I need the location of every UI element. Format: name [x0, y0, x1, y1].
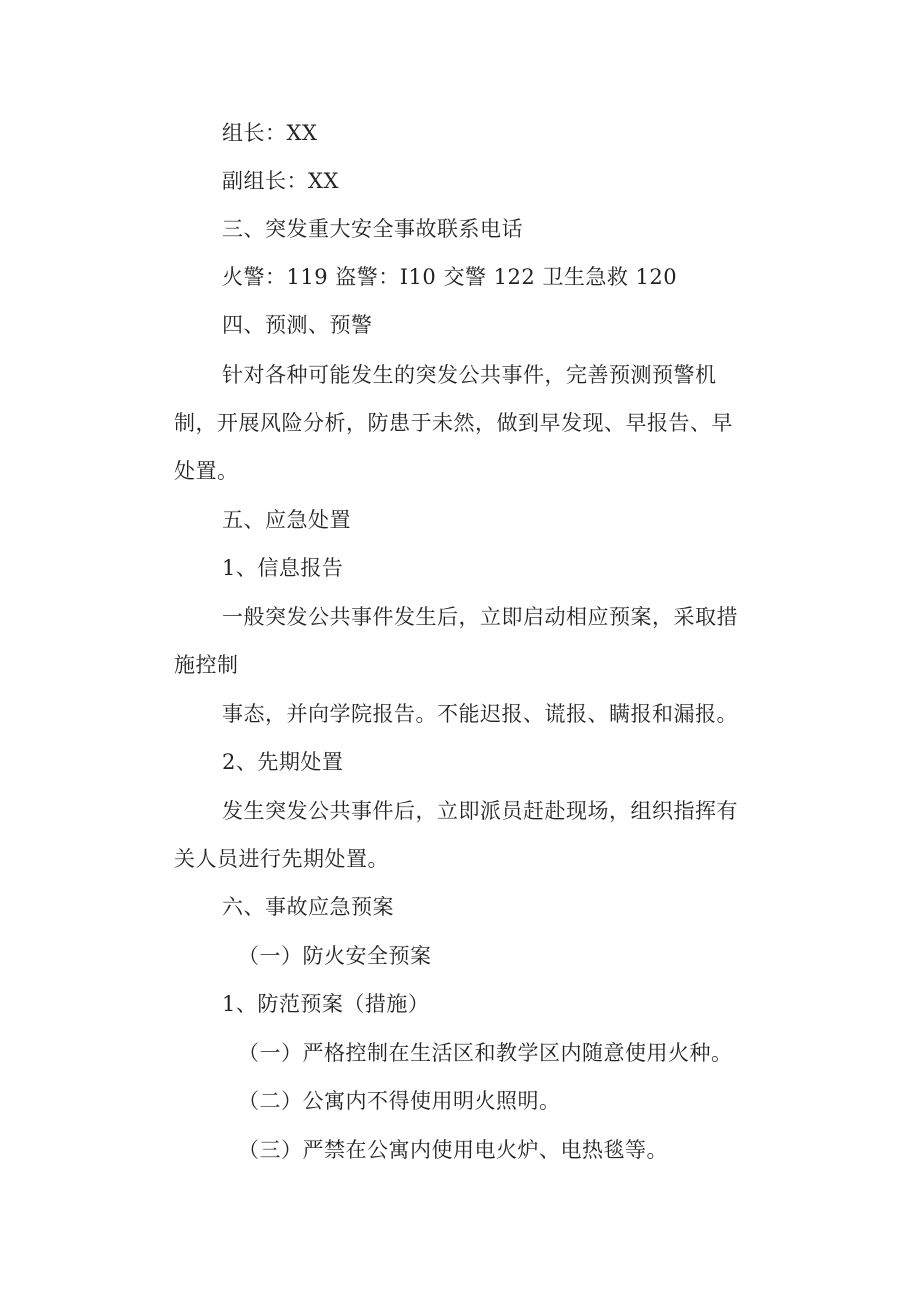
subheading-fire-plan: （一）防火安全预案: [238, 944, 432, 968]
section-heading-plans: 六、事故应急预案: [222, 895, 394, 919]
paragraph-line: 处置。: [174, 459, 239, 483]
paragraph-line: 制，开展风险分析，防患于未然，做到早发现、早报告、早: [174, 411, 733, 435]
section-heading-forecast: 四、预测、预警: [222, 313, 373, 337]
paragraph-line: 针对各种可能发生的突发公共事件，完善预测预警机: [222, 363, 717, 387]
subheading-prevention: 1、防范预案（措施）: [222, 992, 430, 1016]
text-line-phone-numbers: 火警：119 盗警：I10 交警 122 卫生急救 120: [222, 265, 678, 289]
section-heading-emergency: 五、应急处置: [222, 508, 351, 532]
text-line-deputy-leader: 副组长：XX: [222, 169, 339, 193]
paragraph-line: 施控制: [174, 653, 239, 677]
subheading-initial-response: 2、先期处置: [222, 750, 344, 774]
list-item: （三）严禁在公寓内使用电火炉、电热毯等。: [238, 1138, 668, 1162]
paragraph-line: 发生突发公共事件后，立即派员赶赴现场，组织指挥有: [222, 799, 738, 823]
paragraph-line: 事态，并向学院报告。不能迟报、谎报、瞒报和漏报。: [222, 702, 738, 726]
paragraph-line: 关人员进行先期处置。: [174, 847, 389, 871]
list-item: （二）公寓内不得使用明火照明。: [238, 1089, 561, 1113]
paragraph-line: 一般突发公共事件发生后，立即启动相应预案，采取措: [222, 605, 738, 629]
list-item: （一）严格控制在生活区和教学区内随意使用火种。: [238, 1041, 733, 1065]
subheading-info-report: 1、信息报告: [222, 556, 344, 580]
section-heading-contacts: 三、突发重大安全事故联系电话: [222, 217, 523, 241]
text-line-leader: 组长：XX: [222, 121, 318, 145]
